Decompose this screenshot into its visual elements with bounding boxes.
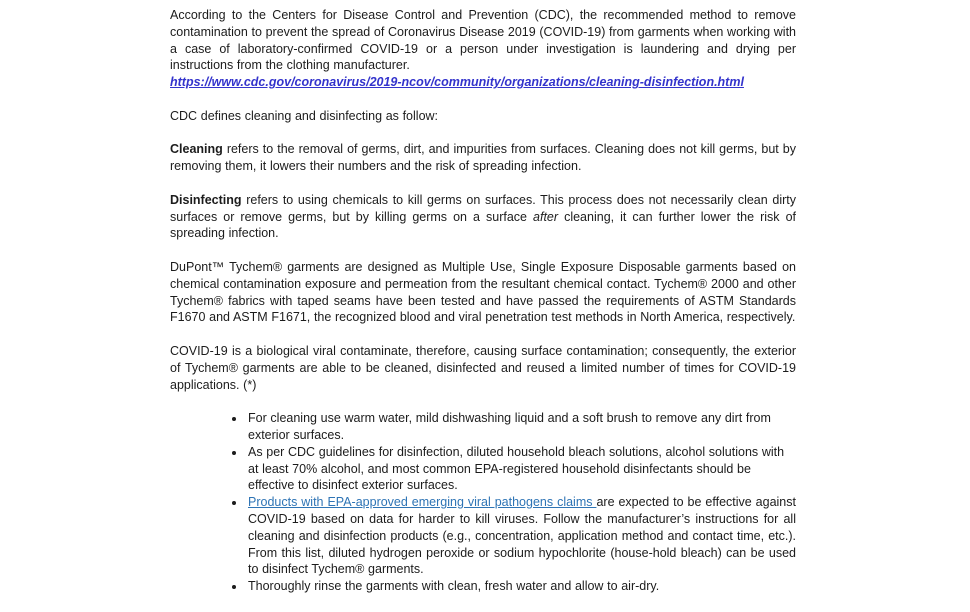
text-run: For cleaning use warm water, mild dishwashing liquid and a soft brush to remove any dirt from exterior surfaces. bbox=[248, 411, 771, 442]
bullet-rinse-air-dry bbox=[246, 578, 796, 595]
cleaning-definition-paragraph bbox=[170, 141, 796, 175]
document-body bbox=[170, 7, 796, 595]
text-run: after bbox=[533, 209, 559, 224]
intro-paragraph bbox=[170, 7, 796, 91]
tychem-design-paragraph bbox=[170, 259, 796, 326]
text-run: cleaning, it can further lower the risk of spreading infection. bbox=[170, 209, 796, 241]
text-run: CDC defines cleaning and disinfecting as follow: bbox=[170, 108, 439, 123]
text-run: Cleaning bbox=[170, 142, 223, 157]
covid-reuse-paragraph bbox=[170, 343, 796, 393]
text-run: As per CDC guidelines for disinfection, diluted household bleach solutions, alcohol solutions with at least 70% alcohol, and most common EPA-registered household disinfectants should be effective to disinfect exterior surfaces. bbox=[248, 444, 785, 493]
text-run: Thoroughly rinse the garments with clean, fresh water and allow to air-dry. bbox=[248, 579, 660, 594]
text-run: COVID-19 is a biological viral contaminate, therefore, causing surface contamination; consequently, the exterior of Tychem® garments are able to be cleaned, disinfected and reused a limited number of times for COVID-19 applications. (*) bbox=[170, 343, 796, 392]
bullet-cdc-disinfection-guidelines bbox=[246, 444, 796, 494]
text-run: are expected to be effective against COVID-19 based on data for harder to kill viruses. Follow the manufacturer’s instructions for all cleaning and disinfection products (e.g., concentration, application method and contact time, etc.). From this list, diluted hydrogen peroxide or sodium hypochlorite (house-hold bleach) can be used to disinfect Tychem® garments. bbox=[248, 495, 796, 577]
document-page bbox=[170, 7, 796, 612]
text-run: DuPont™ Tychem® garments are designed as Multiple Use, Single Exposure Disposable garments based on chemical contamination exposure and permeation from the resultant chemical contact. Tychem® 2000 and other Tychem® fabrics with taped seams have been tested and have passed the requirements of ASTM Standards F1670 and ASTM F1671, the recognized blood and viral penetration test methods in North America, respectively. bbox=[170, 259, 796, 325]
bullet-cleaning-instructions bbox=[246, 410, 796, 444]
text-run: Disinfecting bbox=[170, 192, 242, 207]
epa-viral-pathogens-claims-link[interactable]: Products with EPA-approved emerging viral pathogens claims bbox=[248, 495, 597, 510]
bullet-epa-approved-products bbox=[246, 494, 796, 578]
text-run: refers to the removal of germs, dirt, and impurities from surfaces. Cleaning does not kill germs, but by removing them, it lowers their numbers and the risk of spreading infection. bbox=[170, 142, 796, 174]
text-run: refers to using chemicals to kill germs on surfaces. This process does not necessarily clean dirty surfaces or remove germs, but by killing germs on a surface bbox=[170, 192, 796, 224]
disinfecting-definition-paragraph bbox=[170, 192, 796, 242]
bullet-list bbox=[170, 410, 796, 595]
definitions-lead-paragraph bbox=[170, 108, 796, 125]
cdc-cleaning-disinfection-link[interactable]: https://www.cdc.gov/coronavirus/2019-ncov/community/organizations/cleaning-disinfection.html bbox=[170, 75, 744, 90]
text-run: According to the Centers for Disease Control and Prevention (CDC), the recommended method to remove contamination to prevent the spread of Coronavirus Disease 2019 (COVID-19) from garments when working with a case of laboratory-confirmed COVID-19 or a person under investigation is laundering and drying per instructions from the clothing manufacturer. bbox=[170, 8, 797, 73]
